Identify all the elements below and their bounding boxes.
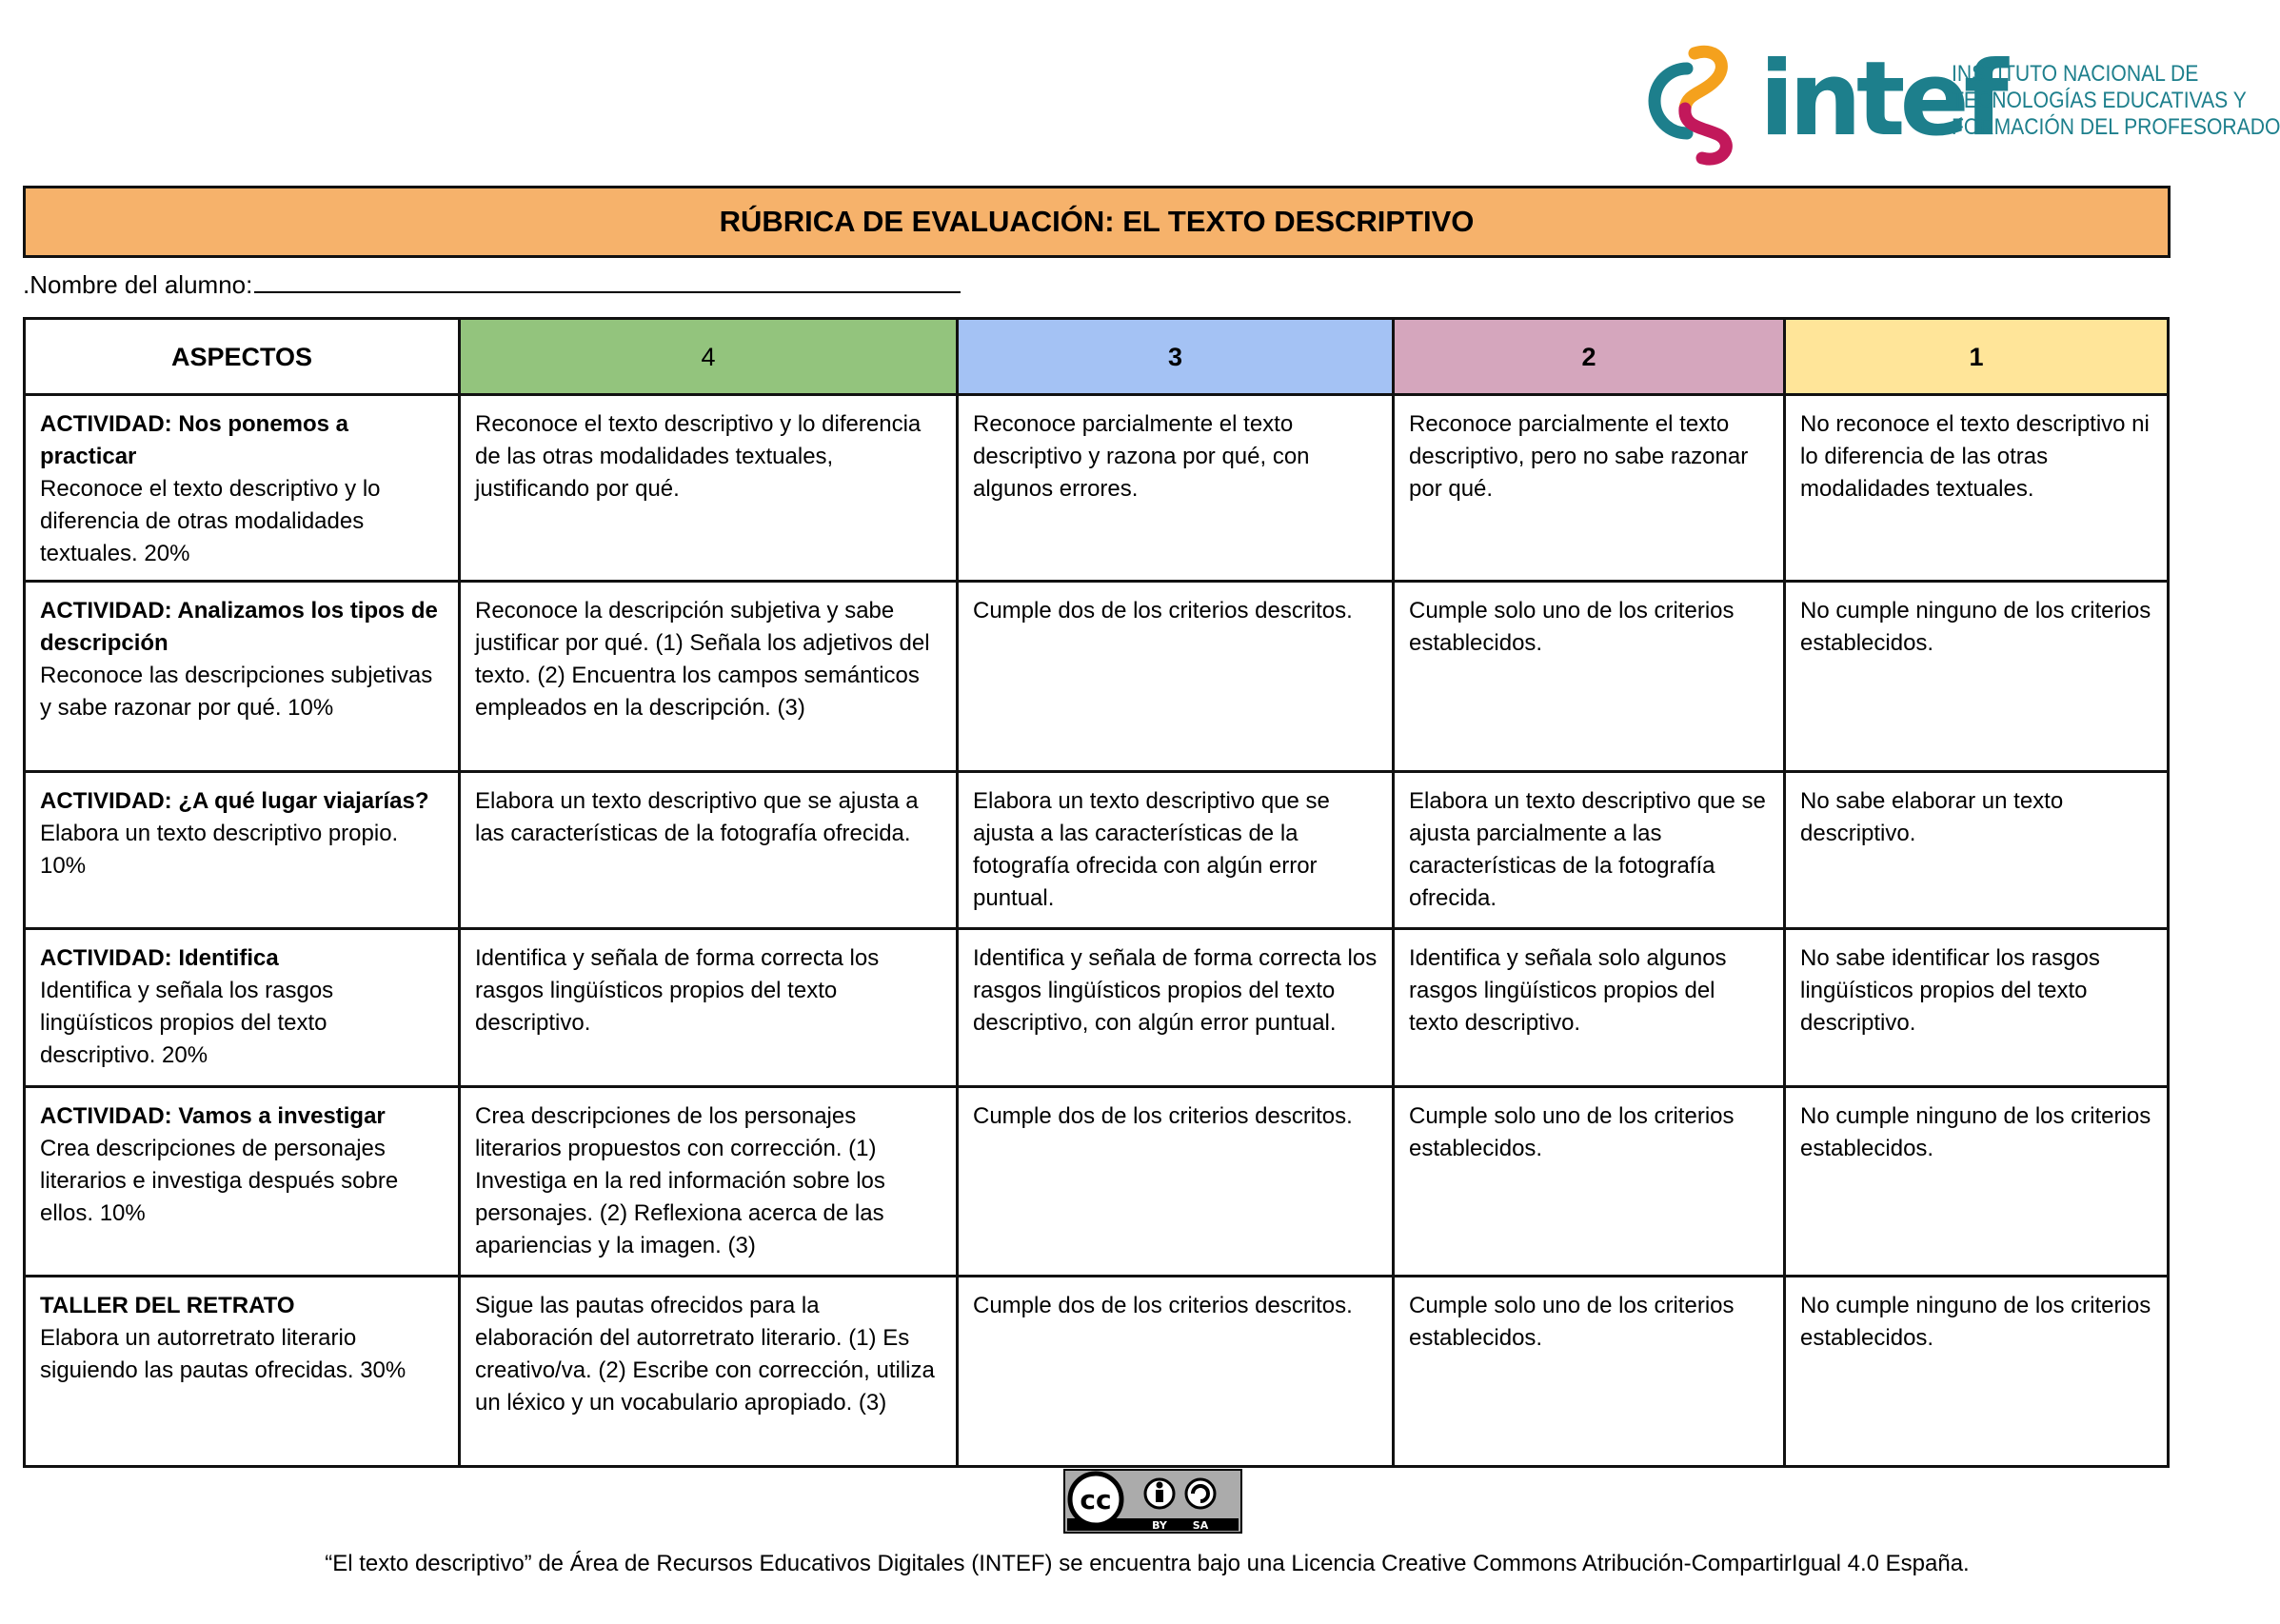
activity-title: TALLER DEL RETRATO	[40, 1293, 295, 1318]
level-1-cell: No sabe elaborar un texto descriptivo.	[1785, 772, 2169, 929]
activity-description: Identifica y señala los rasgos lingüísticos propios del texto descriptivo. 20%	[40, 978, 334, 1068]
level-3-cell: Cumple dos de los criterios descritos.	[958, 1277, 1394, 1467]
aspect-cell	[25, 582, 460, 772]
table-row	[25, 582, 2169, 772]
level-4-cell: Elabora un texto descriptivo que se ajusta a las características de la fotografía ofrecida.	[460, 772, 958, 929]
activity-title: ACTIVIDAD: Analizamos los tipos de descripción	[40, 598, 438, 656]
activity-description: Reconoce el texto descriptivo y lo diferencia de otras modalidades textuales. 20%	[40, 476, 381, 566]
level-2-cell: Identifica y señala solo algunos rasgos lingüísticos propios del texto descriptivo.	[1394, 929, 1785, 1087]
header-level-3: 3	[958, 319, 1394, 395]
level-2-cell: Cumple solo uno de los criterios establecidos.	[1394, 1087, 1785, 1277]
license-text: “El texto descriptivo” de Área de Recursos Educativos Digitales (INTEF) se encuentra bajo una Licencia Creative Commons Atribución-CompartirIgual 4.0 España.	[325, 1551, 1970, 1576]
level-2-cell: Reconoce parcialmente el texto descriptivo, pero no sabe razonar por qué.	[1394, 395, 1785, 582]
aspect-cell	[25, 1087, 460, 1277]
level-3-cell: Elabora un texto descriptivo que se ajusta a las características de la fotografía ofrecida con algún error puntual.	[958, 772, 1394, 929]
student-name-label: .Nombre del alumno:	[23, 270, 253, 299]
level-3-cell: Cumple dos de los criterios descritos.	[958, 582, 1394, 772]
activity-title: ACTIVIDAD: Nos ponemos a practicar	[40, 411, 349, 469]
activity-title: ACTIVIDAD: ¿A qué lugar viajarías?	[40, 788, 429, 814]
logo-subtitle	[1952, 61, 2280, 141]
rubric-table	[23, 317, 2170, 1468]
level-1-cell: No sabe identificar los rasgos lingüísticos propios del texto descriptivo.	[1785, 929, 2169, 1087]
student-name-blank[interactable]	[254, 267, 961, 293]
aspect-cell	[25, 772, 460, 929]
level-4-cell: Reconoce el texto descriptivo y lo diferencia de las otras modalidades textuales, justificando por qué.	[460, 395, 958, 582]
rubric-header-row	[25, 319, 2169, 395]
logo-subtitle-line: INSTITUTO NACIONAL DE	[1952, 61, 2199, 87]
level-1-cell: No cumple ninguno de los criterios establecidos.	[1785, 1087, 2169, 1277]
aspect-cell	[25, 1277, 460, 1467]
level-4-cell: Reconoce la descripción subjetiva y sabe justificar por qué. (1) Señala los adjetivos del texto. (2) Encuentra los campos semánticos empleados en la descripción. (3)	[460, 582, 958, 772]
level-2-cell: Elabora un texto descriptivo que se ajusta parcialmente a las características de la fotografía ofrecida.	[1394, 772, 1785, 929]
activity-description: Elabora un texto descriptivo propio. 10%	[40, 821, 399, 879]
header-level-1: 1	[1785, 319, 2169, 395]
activity-description: Crea descripciones de personajes literarios e investiga después sobre ellos. 10%	[40, 1136, 399, 1226]
level-3-cell: Cumple dos de los criterios descritos.	[958, 1087, 1394, 1277]
logo-wordmark: intef	[1759, 40, 2003, 159]
level-4-cell: Sigue las pautas ofrecidos para la elaboración del autorretrato literario. (1) Es creativo/va. (2) Escribe con corrección, utiliza un léxico y un vocabulario apropiado. (3)	[460, 1277, 958, 1467]
aspect-cell	[25, 929, 460, 1087]
level-3-cell: Identifica y señala de forma correcta los rasgos lingüísticos propios del texto descriptivo, con algún error puntual.	[958, 929, 1394, 1087]
table-row	[25, 929, 2169, 1087]
table-row	[25, 772, 2169, 929]
cc-badge-by: BY	[1152, 1519, 1167, 1532]
header-level-4: 4	[460, 319, 958, 395]
student-name-line	[23, 267, 961, 299]
intef-logo-icon	[1628, 40, 1742, 164]
activity-title: ACTIVIDAD: Identifica	[40, 945, 279, 971]
level-4-cell: Crea descripciones de los personajes literarios propuestos con corrección. (1) Investiga en la red información sobre los personajes. (2) Reflexiona acerca de las apariencias y la imagen. (3)	[460, 1087, 958, 1277]
table-row	[25, 395, 2169, 582]
level-4-cell: Identifica y señala de forma correcta los rasgos lingüísticos propios del texto descriptivo.	[460, 929, 958, 1087]
level-3-cell: Reconoce parcialmente el texto descriptivo y razona por qué, con algunos errores.	[958, 395, 1394, 582]
rubric-title: RÚBRICA DE EVALUACIÓN: EL TEXTO DESCRIPTIVO	[719, 205, 1475, 238]
level-2-cell: Cumple solo uno de los criterios establecidos.	[1394, 582, 1785, 772]
logo-subtitle-line: FORMACIÓN DEL PROFESORADO	[1952, 114, 2280, 140]
level-2-cell: Cumple solo uno de los criterios establecidos.	[1394, 1277, 1785, 1467]
activity-description: Reconoce las descripciones subjetivas y sabe razonar por qué. 10%	[40, 663, 433, 721]
level-1-cell: No cumple ninguno de los criterios establecidos.	[1785, 582, 2169, 772]
intef-logo	[1628, 40, 2280, 164]
table-row	[25, 1087, 2169, 1277]
cc-badge-label: cc	[1080, 1484, 1112, 1515]
creative-commons-by-sa-icon[interactable]	[1063, 1469, 1242, 1534]
activity-description: Elabora un autorretrato literario siguiendo las pautas ofrecidas. 30%	[40, 1325, 406, 1383]
level-1-cell: No reconoce el texto descriptivo ni lo diferencia de las otras modalidades textuales.	[1785, 395, 2169, 582]
table-row	[25, 1277, 2169, 1467]
activity-title: ACTIVIDAD: Vamos a investigar	[40, 1103, 386, 1129]
rubric-title-bar	[23, 186, 2171, 258]
aspect-cell	[25, 395, 460, 582]
logo-subtitle-line: TECNOLOGÍAS EDUCATIVAS Y	[1952, 88, 2247, 113]
cc-badge-sa: SA	[1192, 1519, 1209, 1532]
header-aspectos: ASPECTOS	[25, 319, 460, 395]
level-1-cell: No cumple ninguno de los criterios establecidos.	[1785, 1277, 2169, 1467]
header-level-2: 2	[1394, 319, 1785, 395]
